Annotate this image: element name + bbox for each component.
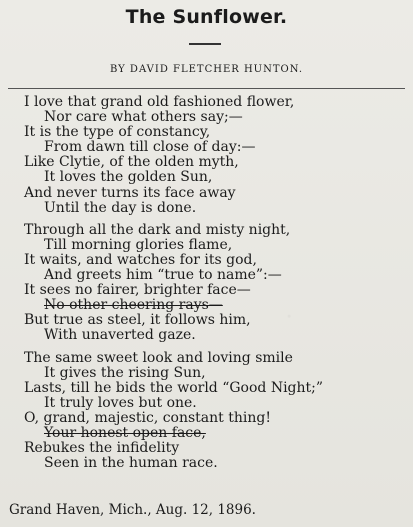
title-rule bbox=[189, 43, 221, 45]
poem-line: The same sweet look and loving smile bbox=[24, 349, 293, 366]
poem-line: No other cheering rays— bbox=[44, 297, 223, 314]
poem-line: But true as steel, it follows him, bbox=[24, 312, 251, 329]
poem-line: Seen in the human race. bbox=[44, 455, 218, 472]
poem-line: From dawn till close of day:— bbox=[44, 139, 256, 156]
byline-rule bbox=[8, 88, 405, 89]
poem-line: It loves the golden Sun, bbox=[44, 169, 213, 186]
poem-title: The Sunflower. bbox=[125, 6, 288, 28]
poem-line: Your honest open face, bbox=[44, 424, 206, 441]
stanza-2 bbox=[24, 223, 413, 344]
poem-line: It waits, and watches for its god, bbox=[24, 251, 257, 268]
poem-line: Until the day is done. bbox=[44, 199, 197, 216]
poem-line: Like Clytie, of the olden myth, bbox=[24, 154, 239, 171]
poem-line: Till morning glories flame, bbox=[44, 236, 233, 253]
poem-line: And greets him “true to name”:— bbox=[44, 267, 282, 284]
poem-line: I love that grand old fashioned flower, bbox=[24, 94, 295, 110]
poem-body bbox=[24, 95, 413, 471]
author-byline: BY DAVID FLETCHER HUNTON. bbox=[109, 64, 304, 75]
poem-line: Lasts, till he bids the world “Good Night;” bbox=[24, 379, 324, 396]
poem-line: With unaverted gaze. bbox=[44, 327, 196, 344]
poem-line: Nor care what others say;— bbox=[44, 109, 243, 126]
poem-line: It sees no fairer, brighter face— bbox=[24, 282, 251, 299]
poem-line: It gives the rising Sun, bbox=[44, 364, 206, 381]
poem-line: O, grand, majestic, constant thing! bbox=[24, 409, 271, 426]
poem-line: Rebukes the infidelity bbox=[24, 440, 180, 457]
poem-line: It is the type of constancy, bbox=[24, 124, 211, 141]
stanza-3 bbox=[24, 351, 413, 472]
stanza-1 bbox=[24, 95, 413, 216]
poem-line: It truly loves but one. bbox=[44, 394, 197, 411]
poem-line: Through all the dark and misty night, bbox=[24, 221, 291, 238]
poem-line: And never turns its face away bbox=[24, 184, 236, 201]
dateline: Grand Haven, Mich., Aug. 12, 1896. bbox=[9, 502, 256, 518]
